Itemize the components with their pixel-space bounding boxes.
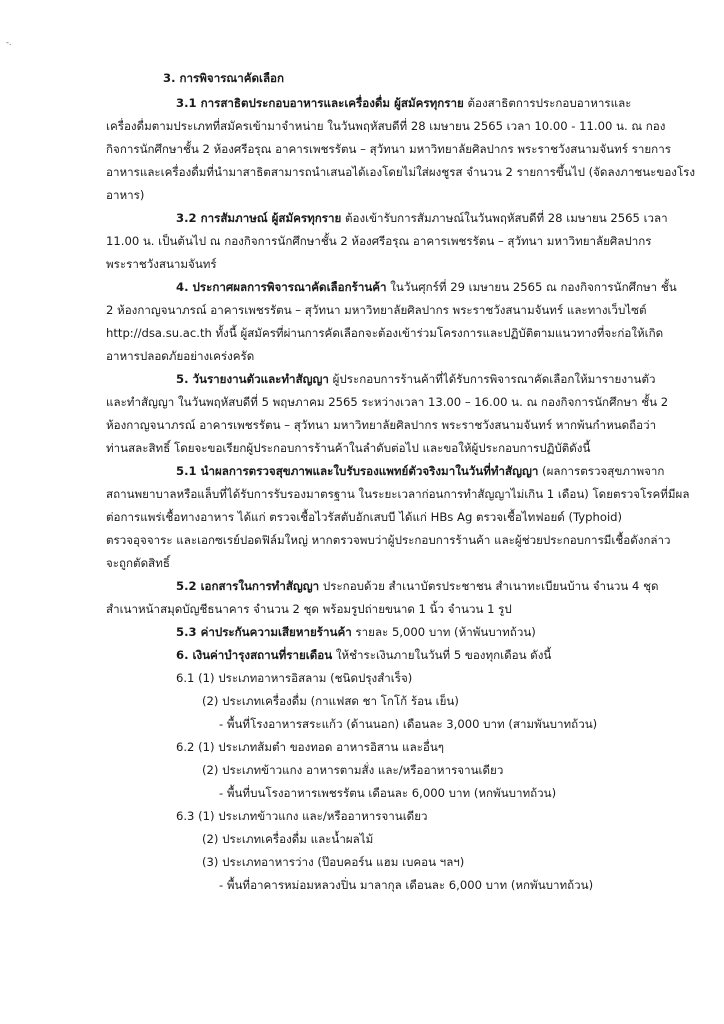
item-6-2-1: 6.2 (1) ประเภทส้มตำ ของทอด อาหารอิสาน และอื่นๆ [176, 740, 445, 754]
item-6-1-1: 6.1 (1) ประเภทอาหารอิสลาม (ชนิดปรุงสำเร็จ) [176, 671, 413, 685]
para-5-title: 5. วันรายงานตัวและทำสัญญา [176, 372, 329, 386]
para-5-1-line-3: ต่อการแพร่เชื้อทางอาหาร ได้แก่ ตรวจเชื้อไวรัสตับอักเสบบี ได้แก่ HBs Ag ตรวจเชื้อไทฟอยด์ (Typhoid) [106, 510, 623, 524]
para-3-1-line-5: อาหาร) [106, 188, 145, 202]
para-4-line-3: http://dsa.su.ac.th ทั้งนี้ ผู้สมัครที่ผ่านการคัดเลือกจะต้องเข้าร่วมโครงการและปฏิบัติตามแนวทางที่จะก่อให้เกิด [106, 326, 664, 340]
para-3-2-line-1: 3.2 การสัมภาษณ์ ผู้สมัครทุกราย ต้องเข้ารับการสัมภาษณ์ในวันพฤหัสบดีที่ 28 เมษายน 2565 เวลา [176, 211, 668, 225]
para-5-1-line-4: ตรวจอุจจาระ และเอกซเรย์ปอดฟิล์มใหญ่ หากตรวจพบว่าผู้ประกอบการร้านค้า และผู้ช่วยประกอบการมีเชื้อดังกล่าว [106, 533, 671, 547]
para-3-1-line-1: 3.1 การสาธิตประกอบอาหารและเครื่องดื่ม ผู้สมัครทุกราย ต้องสาธิตการประกอบอาหารและ [176, 96, 632, 110]
para-5-line-1: 5. วันรายงานตัวและทำสัญญา ผู้ประกอบการร้านค้าที่ได้รับการพิจารณาคัดเลือกให้มารายงานตัว [176, 372, 656, 386]
item-6-2-2: (2) ประเภทข้าวแกง อาหารตามสั่ง และ/หรืออาหารจานเดียว [202, 763, 504, 777]
para-4-line-1: 4. ประกาศผลการพิจารณาคัดเลือกร้านค้า ในวันศุกร์ที่ 29 เมษายน 2565 ณ กองกิจการนักศึกษา ชั้น [176, 280, 677, 294]
para-5-2-line-1: 5.2 เอกสารในการทำสัญญา ประกอบด้วย สำเนาบัตรประชาชน สำเนาทะเบียนบ้าน จำนวน 4 ชุด [176, 579, 659, 593]
para-3-1-line-4: อาหารและเครื่องดื่มที่นำมาสาธิตสามารถนำเสนอได้เองโดยไม่ใส่ผงชูรส จำนวน 2 รายการขึ้นไป (จัดลงภาชนะของโรง [106, 165, 696, 179]
para-5-2-line-2: สำเนาหน้าสมุดบัญชีธนาคาร จำนวน 2 ชุด พร้อมรูปถ่ายขนาด 1 นิ้ว จำนวน 1 รูป [106, 602, 512, 616]
para-3-1-line-2: เครื่องดื่มตามประเภทที่สมัครเข้ามาจำหน่าย ในวันพฤหัสบดีที่ 28 เมษายน 2565 เวลา 10.00 - 11.00 น. ณ กอง [106, 119, 666, 133]
item-6-3-2: (2) ประเภทเครื่องดื่ม และน้ำผลไม้ [202, 832, 374, 846]
para-5-3-title: 5.3 ค่าประกันความเสียหายร้านค้า [176, 625, 352, 639]
para-4-line-4: อาหารปลอดภัยอย่างเคร่งครัด [106, 349, 255, 363]
para-4-title: 4. ประกาศผลการพิจารณาคัดเลือกร้านค้า [176, 280, 387, 294]
para-6-line-1: 6. เงินค่าบำรุงสถานที่รายเดือน ให้ชำระเงินภายในวันที่ 5 ของทุกเดือน ดังนี้ [176, 648, 552, 662]
para-6-title: 6. เงินค่าบำรุงสถานที่รายเดือน [176, 648, 333, 662]
item-6-3-3: (3) ประเภทอาหารว่าง (ป๊อบคอร์น แฮม เบคอน ฯลฯ) [202, 855, 465, 869]
item-6-1-area: - พื้นที่โรงอาหารสระแก้ว (ด้านนอก) เดือนละ 3,000 บาท (สามพันบาทถ้วน) [219, 717, 598, 731]
para-4-line-2: 2 ห้องกาญจนาภรณ์ อาคารเพชรรัตน – สุวัทนา มหาวิทยาลัยศิลปากร พระราชวังสนามจันทร์ และทางเว็บไซต์ [106, 303, 647, 317]
para-5-1-line-1: 5.1 นำผลการตรวจสุขภาพและใบรับรองแพทย์ตัวจริงมาในวันที่ทำสัญญา (ผลการตรวจสุขภาพจาก [176, 464, 665, 478]
para-5-1-title: 5.1 นำผลการตรวจสุขภาพและใบรับรองแพทย์ตัวจริงมาในวันที่ทำสัญญา [176, 464, 539, 478]
para-5-1-line-2: สถานพยาบาลหรือแล็บที่ได้รับการรับรองมาตรฐาน ในระยะเวลาก่อนการทำสัญญาไม่เกิน 1 เดือน) โดยตรวจโรคที่มีผล [106, 487, 690, 501]
para-3-1-title: 3.1 การสาธิตประกอบอาหารและเครื่องดื่ม ผู้สมัครทุกราย [176, 96, 464, 110]
item-6-3-1: 6.3 (1) ประเภทข้าวแกง และ/หรืออาหารจานเดียว [176, 809, 428, 823]
para-3-1-line-3: กิจการนักศึกษาชั้น 2 ห้องศรีอรุณ อาคารเพชรรัตน – สุวัทนา มหาวิทยาลัยศิลปากร พระราชวังสนามจันทร์ รายการ [106, 142, 671, 156]
para-5-3-line-1: 5.3 ค่าประกันความเสียหายร้านค้า รายละ 5,000 บาท (ห้าพันบาทถ้วน) [176, 625, 536, 639]
para-5-1-line-5: จะถูกตัดสิทธิ์ [106, 556, 170, 570]
para-5-line-2: และทำสัญญา ในวันพฤหัสบดีที่ 5 พฤษภาคม 2565 ระหว่างเวลา 13.00 – 16.00 น. ณ กองกิจการนักศึกษา ชั้น 2 [106, 395, 669, 409]
corner-mark: -. [6, 38, 12, 47]
para-3-2-line-3: พระราชวังสนามจันทร์ [106, 257, 217, 271]
para-5-line-4: ท่านสละสิทธิ์ โดยจะขอเรียกผู้ประกอบการร้านค้าในลำดับต่อไป และขอให้ผู้ประกอบการปฏิบัติดังนี้ [106, 441, 591, 455]
item-6-1-2: (2) ประเภทเครื่องดื่ม (กาแฟสด ชา โกโก้ ร้อน เย็น) [202, 694, 459, 708]
para-3-2-title: 3.2 การสัมภาษณ์ ผู้สมัครทุกราย [176, 211, 342, 225]
section-heading: 3. การพิจารณาคัดเลือก [163, 71, 285, 85]
para-3-2-line-2: 11.00 น. เป็นต้นไป ณ กองกิจการนักศึกษาชั้น 2 ห้องศรีอรุณ อาคารเพชรรัตน – สุวัทนา มหาวิทยาลัยศิลปากร [106, 234, 652, 248]
item-6-2-area: - พื้นที่บนโรงอาหารเพชรรัตน เดือนละ 6,000 บาท (หกพันบาทถ้วน) [219, 786, 557, 800]
item-6-3-area: - พื้นที่อาคารหม่อมหลวงปิ่น มาลากุล เดือนละ 6,000 บาท (หกพันบาทถ้วน) [219, 878, 594, 892]
para-5-2-title: 5.2 เอกสารในการทำสัญญา [176, 579, 320, 593]
para-5-line-3: ห้องกาญจนาภรณ์ อาคารเพชรรัตน – สุวัทนา มหาวิทยาลัยศิลปากร พระราชวังสนามจันทร์ หากพ้นกำหนดถือว่า [106, 418, 657, 432]
